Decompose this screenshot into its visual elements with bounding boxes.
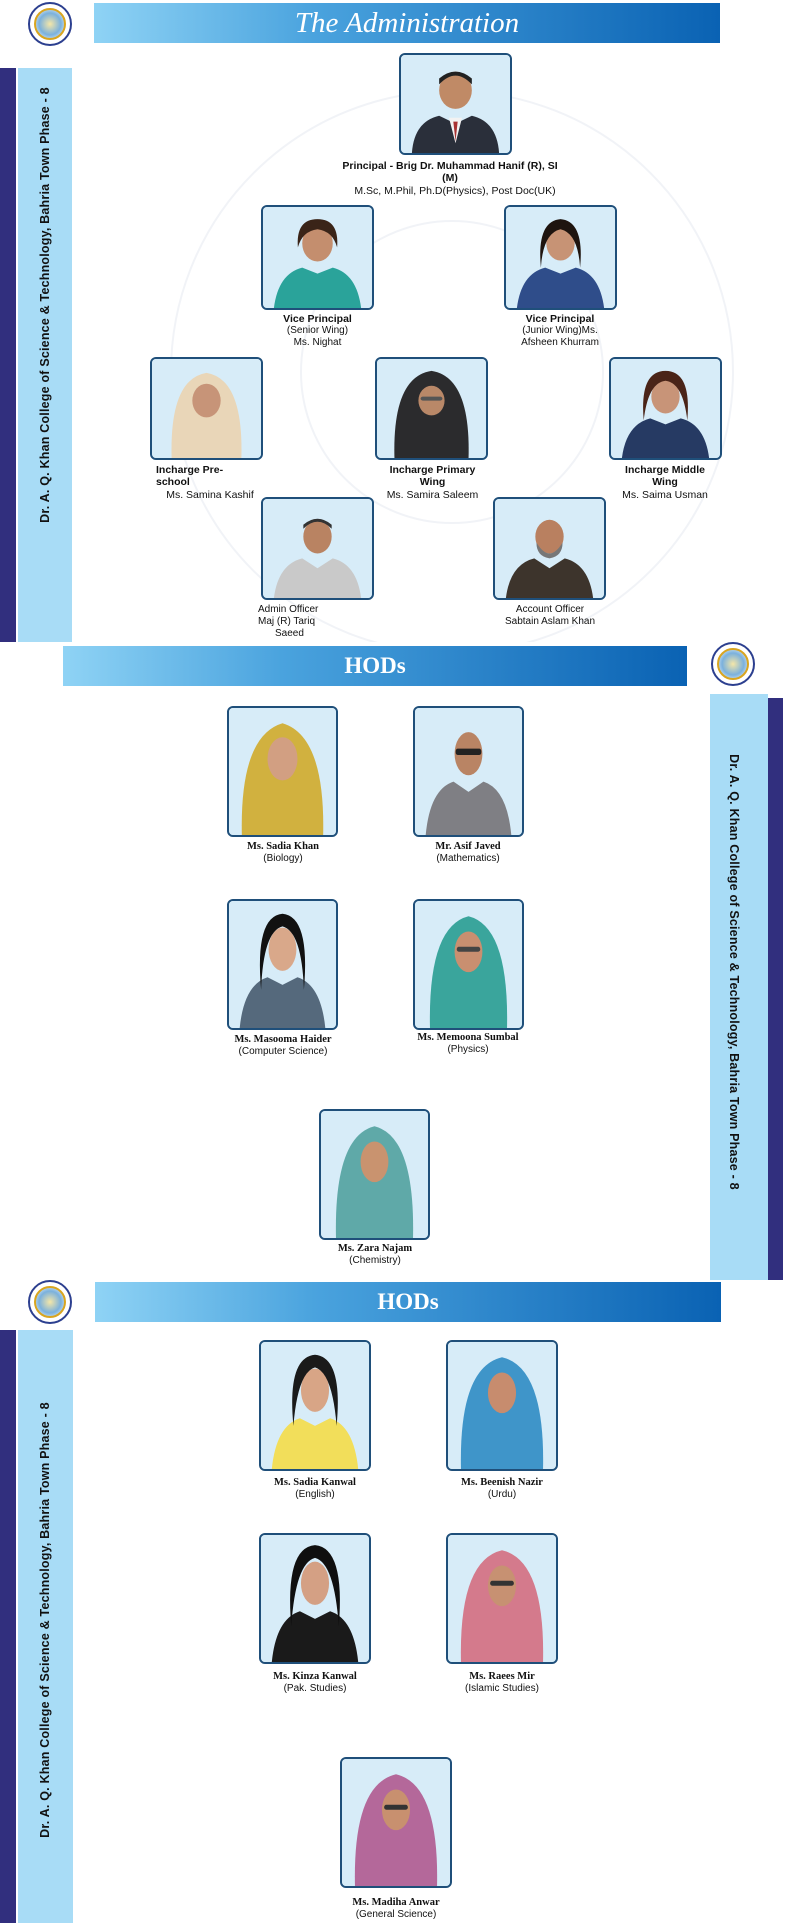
hod-photo bbox=[413, 899, 524, 1030]
hod-department: (Pak. Studies) bbox=[283, 1683, 347, 1694]
college-logo bbox=[711, 642, 755, 686]
hods-title-banner bbox=[95, 1282, 721, 1322]
sidebar-dark-strip bbox=[768, 698, 783, 1280]
hod-name: Ms. Kinza Kanwal bbox=[273, 1671, 357, 1682]
hod-department: (Islamic Studies) bbox=[465, 1683, 539, 1694]
hod-department: (General Science) bbox=[355, 1909, 437, 1920]
hod-caption bbox=[213, 841, 353, 865]
account-officer-role: Account Officer bbox=[515, 604, 585, 615]
hod-department: (English) bbox=[295, 1489, 335, 1500]
hod-caption bbox=[305, 1243, 445, 1267]
primary-role-line1: Incharge Primary bbox=[389, 464, 476, 476]
hod-name: Ms. Madiha Anwar bbox=[352, 1897, 440, 1908]
hod-caption bbox=[208, 1034, 358, 1058]
middle-incharge-photo bbox=[609, 357, 722, 460]
hod-name: Ms. Sadia Kanwal bbox=[274, 1477, 356, 1488]
hod-caption bbox=[432, 1477, 572, 1501]
hod-department: (Mathematics) bbox=[436, 853, 500, 864]
hod-photo bbox=[259, 1533, 371, 1664]
vp-junior-name: Afsheen Khurram bbox=[521, 337, 599, 348]
admin-officer-name-line1: Maj (R) Tariq bbox=[258, 616, 316, 627]
college-logo bbox=[28, 1280, 72, 1324]
hods-title: HODs bbox=[377, 1289, 439, 1314]
primary-incharge-photo bbox=[375, 357, 488, 460]
middle-incharge-role bbox=[600, 464, 730, 488]
hod-photo bbox=[227, 706, 338, 837]
primary-incharge-role bbox=[370, 464, 495, 488]
hod-department: (Physics) bbox=[447, 1044, 489, 1055]
vp-junior-wing: (Junior Wing)Ms. bbox=[522, 325, 598, 336]
preschool-role-line2: school bbox=[156, 476, 190, 488]
middle-role-line1: Incharge Middle bbox=[625, 464, 705, 476]
hod-caption bbox=[240, 1671, 390, 1695]
hod-photo bbox=[446, 1340, 558, 1471]
sidebar-dark-strip bbox=[0, 1330, 16, 1923]
admin-officer-role: Admin Officer bbox=[258, 604, 319, 615]
hod-name: Mr. Asif Javed bbox=[435, 841, 501, 852]
vp-senior-wing: (Senior Wing) bbox=[286, 325, 349, 336]
college-name-vertical: Dr. A. Q. Khan College of Science & Technology, Bahria Town Phase - 8 bbox=[727, 754, 741, 1190]
hods-slide-2 bbox=[0, 1280, 788, 1923]
hod-photo bbox=[259, 1340, 371, 1471]
hod-caption bbox=[427, 1671, 577, 1695]
account-officer-name: Sabtain Aslam Khan bbox=[504, 616, 596, 627]
hod-department: (Urdu) bbox=[487, 1489, 517, 1500]
principal-title: Principal - Brig Dr. Muhammad Hanif (R), SI bbox=[342, 160, 558, 172]
hods-slide-1 bbox=[0, 642, 788, 1280]
hod-name: Ms. Beenish Nazir bbox=[461, 1477, 543, 1488]
hods-title: HODs bbox=[344, 653, 406, 678]
vp-junior-role: Vice Principal bbox=[525, 313, 595, 325]
hod-caption bbox=[393, 1032, 543, 1056]
hod-department: (Chemistry) bbox=[349, 1255, 401, 1266]
hod-name: Ms. Masooma Haider bbox=[234, 1034, 332, 1045]
sidebar-dark-strip bbox=[0, 68, 16, 642]
vp-junior-photo bbox=[504, 205, 617, 310]
page-title: The Administration bbox=[294, 6, 520, 39]
principal-caption bbox=[320, 160, 580, 184]
hod-name: Ms. Sadia Khan bbox=[246, 841, 320, 852]
vp-senior-name: Ms. Nighat bbox=[293, 337, 342, 348]
hod-department: (Computer Science) bbox=[238, 1046, 328, 1057]
hods-title-banner bbox=[63, 646, 687, 686]
vp-junior-caption bbox=[490, 313, 630, 349]
hod-photo bbox=[319, 1109, 430, 1240]
middle-incharge-name: Ms. Saima Usman bbox=[622, 489, 708, 501]
preschool-role-line1: Incharge Pre- bbox=[156, 464, 224, 476]
admin-officer-photo bbox=[261, 497, 374, 600]
primary-role-line2: Wing bbox=[419, 476, 446, 488]
middle-role-line2: Wing bbox=[652, 476, 678, 488]
college-name-vertical: Dr. A. Q. Khan College of Science & Technology, Bahria Town Phase - 8 bbox=[38, 1402, 52, 1838]
preschool-incharge-name: Ms. Samina Kashif bbox=[166, 489, 254, 501]
hod-photo bbox=[227, 899, 338, 1030]
college-logo bbox=[28, 2, 72, 46]
vp-senior-photo bbox=[261, 205, 374, 310]
admin-officer-caption bbox=[258, 604, 378, 640]
hod-name: Ms. Memoona Sumbal bbox=[417, 1032, 519, 1043]
principal-award: (M) bbox=[442, 172, 458, 184]
vp-senior-caption bbox=[250, 313, 385, 349]
primary-incharge-name: Ms. Samira Saleem bbox=[386, 489, 479, 501]
hod-caption bbox=[398, 841, 538, 865]
hod-caption bbox=[245, 1477, 385, 1501]
principal-qualifications: M.Sc, M.Phil, Ph.D(Physics), Post Doc(UK) bbox=[354, 185, 556, 197]
hod-department: (Biology) bbox=[263, 853, 303, 864]
hod-photo bbox=[446, 1533, 558, 1664]
hod-name: Ms. Raees Mir bbox=[469, 1671, 535, 1682]
admin-officer-name-line2: Saeed bbox=[275, 628, 304, 639]
preschool-incharge-photo bbox=[150, 357, 263, 460]
hod-photo bbox=[413, 706, 524, 837]
hod-photo bbox=[340, 1757, 452, 1888]
hod-caption bbox=[326, 1897, 466, 1921]
principal-photo bbox=[399, 53, 512, 155]
account-officer-photo bbox=[493, 497, 606, 600]
preschool-incharge-role bbox=[156, 464, 266, 488]
hod-name: Ms. Zara Najam bbox=[337, 1243, 413, 1254]
administration-title-banner bbox=[94, 3, 720, 43]
vp-senior-role: Vice Principal bbox=[283, 313, 352, 325]
account-officer-caption bbox=[480, 604, 620, 628]
college-name-vertical: Dr. A. Q. Khan College of Science & Technology, Bahria Town Phase - 8 bbox=[38, 87, 52, 523]
administration-slide bbox=[0, 0, 788, 642]
